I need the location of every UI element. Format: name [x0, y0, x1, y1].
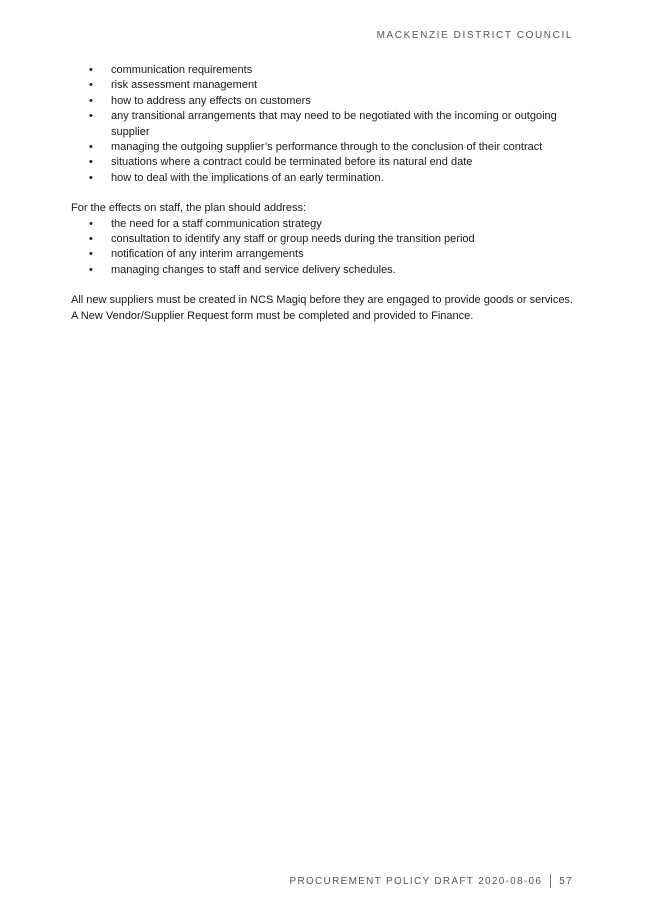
bullet-icon: •: [89, 171, 93, 184]
list-item: • communication requirements: [71, 63, 581, 78]
list-item: • consultation to identify any staff or group needs during the transition period: [71, 232, 581, 247]
list-item: • notification of any interim arrangements: [71, 247, 581, 262]
transition-plan-list: [71, 63, 581, 186]
list-item: • managing changes to staff and service delivery schedules.: [71, 263, 581, 278]
bullet-icon: •: [89, 217, 93, 230]
body-content: [71, 63, 581, 324]
list-item: • the need for a staff communication strategy: [71, 217, 581, 232]
bullet-icon: •: [89, 248, 93, 261]
list-item: • any transitional arrangements that may need to be negotiated with the incoming or outgoing supplier: [89, 110, 557, 138]
bullet-icon: •: [89, 233, 93, 246]
list-item: • managing the outgoing supplier’s performance through to the conclusion of their contract: [71, 140, 581, 155]
document-title: PROCUREMENT POLICY DRAFT 2020-08-06: [289, 875, 543, 887]
bullet-icon: •: [89, 94, 93, 107]
list-item: • risk assessment management: [71, 78, 581, 93]
list-item: • situations where a contract could be terminated before its natural end date: [71, 155, 581, 170]
footer-divider: [550, 874, 551, 888]
bullet-icon: •: [89, 156, 93, 169]
list-item: • how to address any effects on customers: [71, 94, 581, 109]
staff-effects-list: [71, 217, 581, 279]
new-supplier-paragraph: All new suppliers must be created in NCS Magiq before they are engaged to provide goods or services. A New Vendor/Supplier Request form must be completed and provided to Finance.: [71, 294, 573, 322]
bullet-icon: •: [89, 64, 93, 76]
bullet-icon: •: [89, 79, 93, 92]
staff-effects-intro: For the effects on staff, the plan should address:: [71, 202, 307, 215]
bullet-icon: •: [89, 110, 93, 123]
page-number: 57: [559, 875, 573, 887]
running-footer: [289, 874, 573, 888]
bullet-icon: •: [89, 263, 93, 276]
list-item: • how to deal with the implications of an early termination.: [71, 171, 581, 186]
bullet-icon: •: [89, 141, 93, 154]
running-header: MACKENZIE DISTRICT COUNCIL: [376, 30, 573, 41]
